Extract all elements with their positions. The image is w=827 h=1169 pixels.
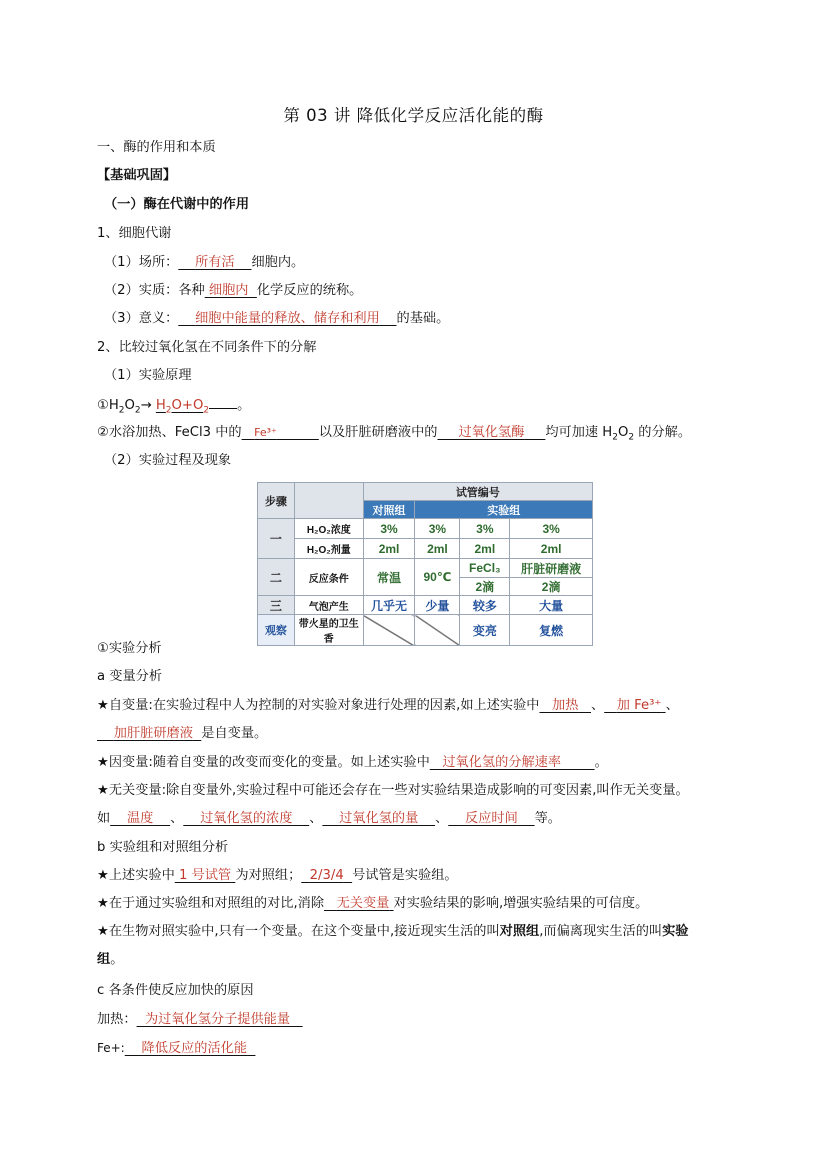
conc-cell: 3%: [415, 519, 460, 539]
step-1: 一: [258, 519, 295, 559]
answer-blank: 为过氧化氢分子提供能量: [144, 1012, 291, 1027]
answer-blank: 过氧化氢的量: [339, 811, 419, 826]
subsection-heading: （一）酶在代谢中的作用: [104, 197, 250, 212]
group-line-3: ★在生物对照实验中,只有一个变量。在这个变量中,接近现实生活的叫对照组,而偏离现实生活的叫实验 组。: [97, 924, 689, 967]
conc-cell: 3%: [363, 519, 415, 539]
experiment-table: [257, 482, 593, 646]
group-line-2: ★在于通过实验组和对照组的对比,消除 无关变量 对实验结果的影响,增强实验结果的可信度。: [97, 896, 649, 911]
observe-header: 观察: [258, 615, 295, 646]
meaning-line: （3）意义： 细胞中能量的释放、储存和利用 的基础。: [104, 311, 450, 326]
section-heading: 一、酶的作用和本质: [97, 140, 216, 155]
bubble-cell: 少量: [415, 596, 460, 615]
essence-line: （2）实质：各种 细胞内 化学反应的统称。: [104, 283, 363, 298]
cond-cell: 常温: [363, 559, 415, 596]
conc-cell: 3%: [460, 519, 510, 539]
process-heading: （2）实验过程及现象: [104, 453, 232, 468]
dependent-var-line: ★因变量:随着自变量的改变而变化的变量。如上述实验中 过氧化氢的分解速率 。: [97, 755, 608, 770]
cond-cell: FeCl₃: [460, 559, 510, 578]
diagonal-cell: [415, 615, 460, 646]
controlled-var-line-2: 如 温度 、 过氧化氢的浓度 、 过氧化氢的量 、 反应时间 等。: [97, 811, 561, 826]
observe-cell: 复燃: [510, 615, 593, 646]
group-line-1: ★上述实验中 1 号试管 为对照组； 2/3/4 号试管是实验组。: [97, 868, 458, 883]
group-heading: b 实验组和对照组分析: [97, 840, 229, 855]
bubble-cell: 较多: [460, 596, 510, 615]
answer-blank: 加热: [552, 698, 579, 713]
answer-blank: 过氧化氢酶: [458, 425, 525, 440]
answer-blank: 过氧化氢的浓度: [200, 811, 293, 826]
experiment-header: 实验组: [415, 501, 593, 519]
analysis-heading: ①实验分析: [97, 641, 162, 656]
answer-blank: 过氧化氢的分解速率: [442, 755, 562, 770]
answer-blank: Fe³⁺: [254, 426, 277, 439]
answer-blank: 温度: [126, 811, 154, 826]
answer-blank: 无关变量: [336, 896, 390, 911]
equation-1: $①H_2O_2\to H_2O+O_2$ 。: [97, 398, 251, 416]
independent-var-line: ★自变量:在实验过程中人为控制的对实验对象进行处理的因素,如上述实验中 加热 、 加 Fe³⁺ 、: [97, 698, 679, 713]
site-line: （1）场所： 所有活 细胞内。: [104, 255, 305, 270]
dose-cell: 2ml: [415, 539, 460, 559]
consolidate-heading: 【基础巩固】: [97, 168, 177, 183]
answer-blank: 降低反应的活化能: [141, 1041, 248, 1056]
tube-header: 试管编号: [363, 483, 592, 501]
item-heading-2: 2、比较过氧化氢在不同条件下的分解: [97, 340, 317, 355]
dose-cell: 2ml: [510, 539, 593, 559]
principle-heading: （1）实验原理: [104, 368, 192, 383]
answer-blank: 2/3/4: [309, 868, 344, 883]
answer-blank: 1 号试管: [178, 868, 232, 883]
dose-cell: 2ml: [460, 539, 510, 559]
conc-label: H₂O₂浓度: [294, 519, 363, 539]
step-3: 三: [258, 596, 295, 615]
dose-label: H₂O₂剂量: [294, 539, 363, 559]
heat-line: 加热： 为过氧化氢分子提供能量: [97, 1011, 303, 1029]
cond-cell: 肝脏研磨液: [510, 559, 593, 578]
answer-blank: 所有活: [195, 255, 235, 270]
step-header: 步骤: [258, 483, 295, 519]
answer-blank: 加 Fe³⁺: [616, 698, 662, 713]
bubble-cell: 大量: [510, 596, 593, 615]
equation-2: ②水浴加热、FeCl3 中的 Fe³⁺ 以及肝脏研磨液中的 过氧化氢酶 均可加速 $H_2O_2$ 的分解。: [97, 425, 692, 443]
item-heading: 1、细胞代谢: [97, 226, 172, 241]
variable-heading: a 变量分析: [97, 669, 163, 684]
dose-cell: 2ml: [363, 539, 415, 559]
cond-label: 反应条件: [294, 559, 363, 596]
cond-cell: 90℃: [415, 559, 460, 596]
answer-blank: $H_2O+O_2$: [155, 398, 210, 416]
cond-sub-cell: 2滴: [460, 578, 510, 596]
answer-blank: 细胞内: [208, 283, 249, 298]
conc-cell: 3%: [510, 519, 593, 539]
step-2: 二: [258, 559, 295, 596]
observe-label: 带火星的卫生香: [294, 615, 363, 646]
observe-cell: 变亮: [460, 615, 510, 646]
diagonal-cell: [363, 615, 415, 646]
answer-blank: 反应时间: [465, 811, 518, 826]
controlled-var-line: ★无关变量:除自变量外,实验过程中可能还会存在一些对实验结果造成影响的可变因素,叫作无关变量。: [97, 783, 689, 798]
page-title: 第 03 讲 降低化学反应活化能的酶: [283, 106, 544, 125]
control-header: 对照组: [363, 501, 415, 519]
bubble-cell: 几乎无: [363, 596, 415, 615]
fe-line: Fe+: 降低反应的活化能: [97, 1039, 255, 1058]
answer-blank: 细胞中能量的释放、储存和利用: [195, 311, 380, 326]
independent-var-line-2: 加肝脏研磨液 是自变量。: [97, 725, 267, 743]
cause-heading: c 各条件使反应加快的原因: [97, 983, 254, 998]
cond-sub-cell: 2滴: [510, 578, 593, 596]
bubble-label: 气泡产生: [294, 596, 363, 615]
answer-blank: 加肝脏研磨液: [113, 726, 193, 741]
